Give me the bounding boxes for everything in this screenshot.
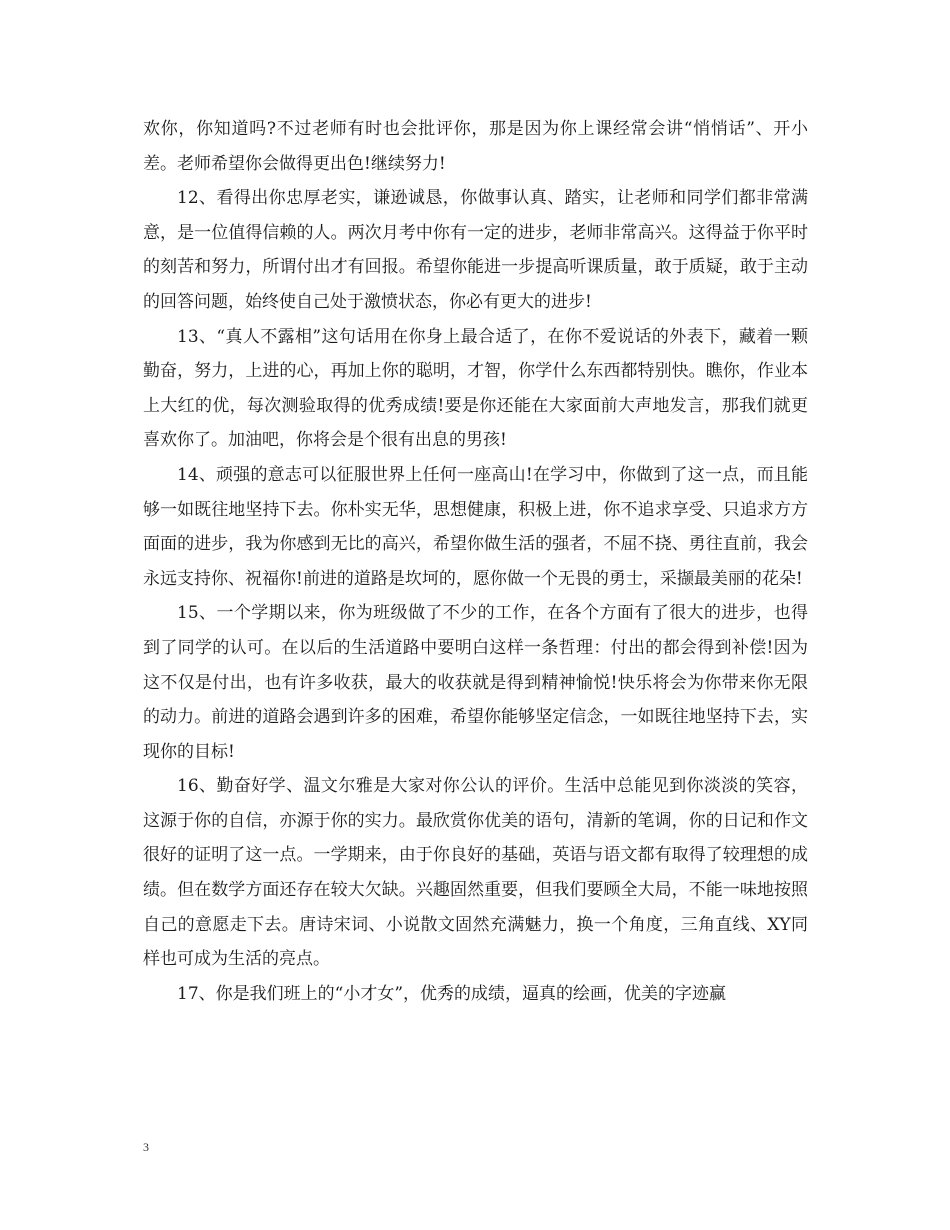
paragraph-comment-12: 12、看得出你忠厚老实，谦逊诚恳，你做事认真、踏实，让老师和同学们都非常满意，是一位值得信赖的人。两次月考中你有一定的进步，老师非常高兴。这得益于你平时的刻苦和努力，所谓付出才有回报。希望你能进一步提高听课质量，敢于质疑，敢于主动的回答问题，始终使自己处于激愤状态，你必有更大的进步! <box>143 188 808 312</box>
paragraph-comment-13: 13、“真人不露相”这句话用在你身上最合适了，在你不爱说话的外表下，藏着一颗勤奋，努力，上进的心，再加上你的聪明，才智，你学什么东西都特别快。瞧你，作业本上大红的优，每次测验取得的优秀成绩!要是你还能在大家面前大声地发言，那我们就更喜欢你了。加油吧，你将会是个很有出息的男孩! <box>143 326 808 451</box>
paragraph-comment-15: 15、一个学期以来，你为班级做了不少的工作，在各个方面有了很大的进步，也得到了同学的认可。在以后的生活道路中要明白这样一条哲理：付出的都会得到补偿!因为这不仅是付出，也有许多收获，最大的收获就是得到精神愉悦!快乐将会为你带来你无限的动力。前进的道路会遇到许多的困难，希望你能够坚定信念，一如既往地坚持下去，实现你的目标! <box>143 603 808 762</box>
paragraph-continuation: 欢你，你知道吗?不过老师有时也会批评你，那是因为你上课经常会讲“悄悄话”、开小差。老师希望你会做得更出色!继续努力! <box>143 119 808 174</box>
paragraph-comment-16: 16、勤奋好学、温文尔雅是大家对你公认的评价。生活中总能见到你淡淡的笑容，这源于你的自信，亦源于你的实力。最欣赏你优美的语句，清新的笔调，你的日记和作文很好的证明了这一点。一学期来，由于你良好的基础，英语与语文都有取得了较理想的成绩。但在数学方面还存在较大欠缺。兴趣固然重要，但我们要顾全大局，不能一味地按照自己的意愿走下去。唐诗宋词、小说散文固然充满魅力，换一个角度，三角直线、XY同样也可成为生活的亮点。 <box>143 776 808 970</box>
paragraph-comment-14: 14、顽强的意志可以征服世界上任何一座高山!在学习中，你做到了这一点，而且能够一如既往地坚持下去。你朴实无华，思想健康，积极上进，你不追求享受、只追求方方面面的进步，我为你感到无比的高兴，希望你做生活的强者，不屈不挠、勇往直前，我会永远支持你、祝福你!前进的道路是坎坷的，愿你做一个无畏的勇士，采撷最美丽的花朵! <box>143 464 808 589</box>
paragraph-comment-17: 17、你是我们班上的“小才女”，优秀的成绩，逼真的绘画，优美的字迹赢 <box>177 983 727 1004</box>
page-number: 3 <box>143 1140 149 1154</box>
document-body <box>143 112 808 1011</box>
